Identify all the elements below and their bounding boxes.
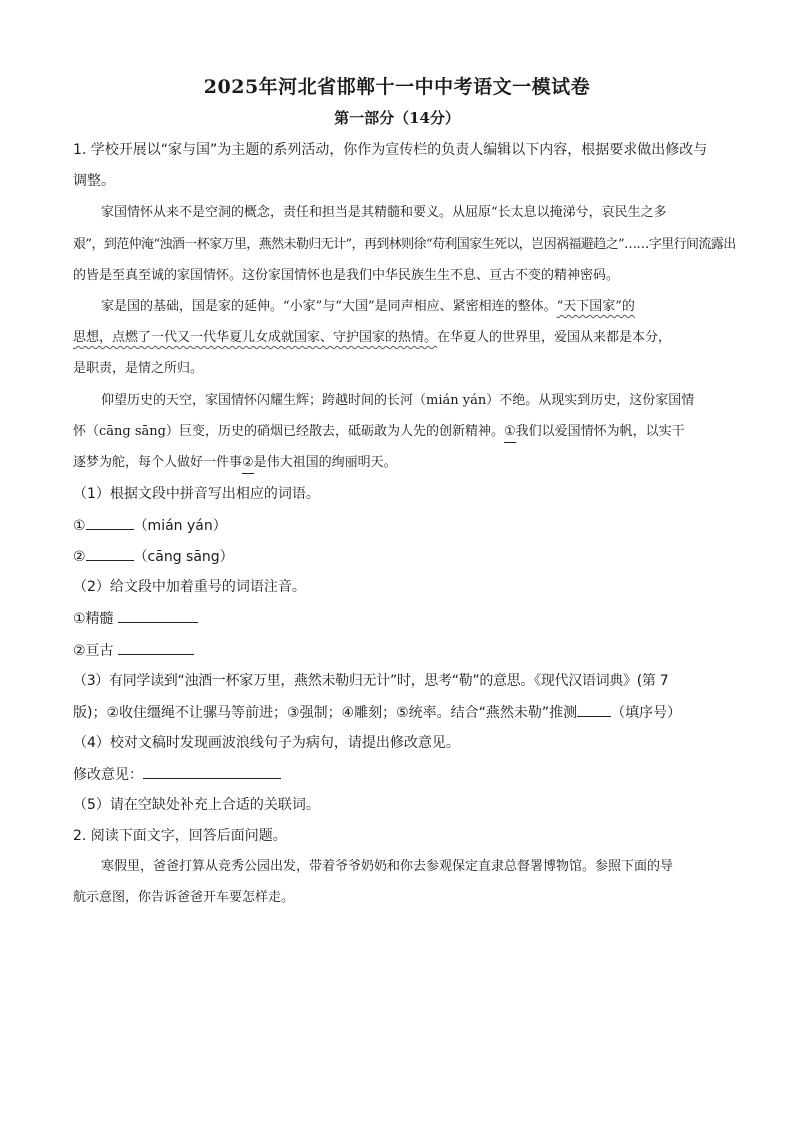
q1-paragraph2-line1 (101, 297, 723, 317)
sub3-line2-text: 版)；②收住缰绳不让骡马等前进；③强制；④雕刻；⑤统率。结合“燕然未勒”推测 (73, 705, 578, 721)
q1-paragraph2-line3: 是职责，是情之所归。 (73, 361, 204, 376)
p2-line1-text: 家是国的基础，国是家的延伸。“小家”与“大国”是同声相应、紧密相连的整体。 (101, 299, 557, 314)
exam-title: 2025年河北省邯郸十一中中考语文一模试卷 (203, 76, 591, 98)
p3-line2-text-b: 我们以爱国情怀为帆，以实干 (515, 424, 685, 439)
sub4-blank[interactable] (143, 764, 281, 779)
p3-line3-text-b: 是伟大祖国的绚丽明天。 (253, 455, 397, 470)
p3-line3-text: 逐梦为舵，每个人做好一件事 (73, 455, 243, 470)
sub-question-1: （1）根据文段中拼音写出相应的词语。 (73, 486, 320, 502)
section-heading: 第一部分（14分） (334, 109, 460, 127)
q1-stem-line2: 调整。 (73, 173, 115, 189)
sub1-a-pinyin: （mián yán） (133, 518, 227, 534)
sub2-b-word: ②亘古 (73, 643, 114, 659)
sub2-a-word: ①精髓 (73, 611, 114, 627)
p3-line2-text: 怀（cāng sāng）巨变，历史的硝烟已经散去，砥砺敢为人先的创新精神。 (73, 424, 504, 439)
wavy-sentence-part1: “天下国家”的 (556, 299, 635, 314)
sub2-answer-b (73, 640, 725, 661)
q1-paragraph1-line1: 家国情怀从来不是空洞的概念，责任和担当是其精髓和要义。从屈原“长太息以掩涕兮，哀民生之多 (101, 205, 667, 220)
q1-paragraph1-line2: 艰”，到范仲淹“浊酒一杯家万里，燕然未勒归无计”，再到林则徐“苟利国家生死以，岂因祸福避趋之”……字里行间流露出 (73, 237, 736, 252)
sub1-b-pinyin: （cāng sāng） (133, 549, 234, 565)
sub2-b-blank[interactable] (118, 640, 194, 655)
sub1-answer-a (73, 515, 725, 536)
sub1-b-blank[interactable] (86, 546, 134, 561)
sub-question-3-line1: （3）有同学读到“浊酒一杯家万里，燕然未勒归无计”时，思考“勒”的意思。《现代汉语词典》(第 7 (73, 673, 669, 689)
q1-stem-line1: 1. 学校开展以“家与国”为主题的系列活动，你作为宣传栏的负责人编辑以下内容，根据要求做出修改与 (73, 142, 708, 158)
sub3-blank[interactable] (577, 702, 611, 717)
sub-question-5: （5）请在空缺处补充上合适的关联词。 (73, 797, 320, 813)
sub2-a-blank[interactable] (118, 608, 198, 623)
sub1-a-number: ① (73, 518, 86, 534)
blank-marker-2: ② (242, 453, 254, 474)
q1-paragraph3-line3 (73, 453, 725, 474)
sub1-b-number: ② (73, 549, 86, 565)
sub-question-3-line2 (73, 702, 725, 723)
q1-paragraph1-line3: 的皆是至真至诚的家国情怀。这份家国情怀也是我们中华民族生生不息、亘古不变的精神密码。 (73, 268, 620, 283)
q2-paragraph-line1: 寒假里，爸爸打算从竞秀公园出发，带着爷爷奶奶和你去参观保定直隶总督署博物馆。参照下面的导 (101, 859, 674, 874)
sub1-a-blank[interactable] (86, 515, 134, 530)
q1-paragraph3-line2 (73, 422, 725, 443)
sub1-answer-b (73, 546, 725, 567)
sub4-label: 修改意见： (73, 767, 143, 783)
sub3-fill-hint: （填序号） (611, 705, 682, 721)
q2-stem: 2. 阅读下面文字，回答后面问题。 (73, 828, 287, 844)
q2-paragraph-line2: 航示意图，你告诉爸爸开车要怎样走。 (73, 890, 295, 905)
sub4-answer (73, 764, 725, 785)
p2-line2-text: 在华夏人的世界里，爱国从来都是本分， (437, 330, 672, 345)
wavy-sentence-part2: 思想，点燃了一代又一代华夏儿女成就国家、守护国家的热情。 (73, 330, 438, 345)
sub-question-4: （4）校对文稿时发现画波浪线句子为病句，请提出修改意见。 (73, 735, 460, 751)
sub2-answer-a (73, 608, 725, 629)
blank-marker-1: ① (504, 422, 516, 443)
q1-paragraph2-line2 (73, 328, 725, 348)
sub-question-2: （2）给文段中加着重号的词语注音。 (73, 579, 306, 595)
q1-paragraph3-line1: 仰望历史的天空，家国情怀闪耀生辉；跨越时间的长河（mián yán）不绝。从现实到历史，这份家国情 (101, 393, 695, 408)
